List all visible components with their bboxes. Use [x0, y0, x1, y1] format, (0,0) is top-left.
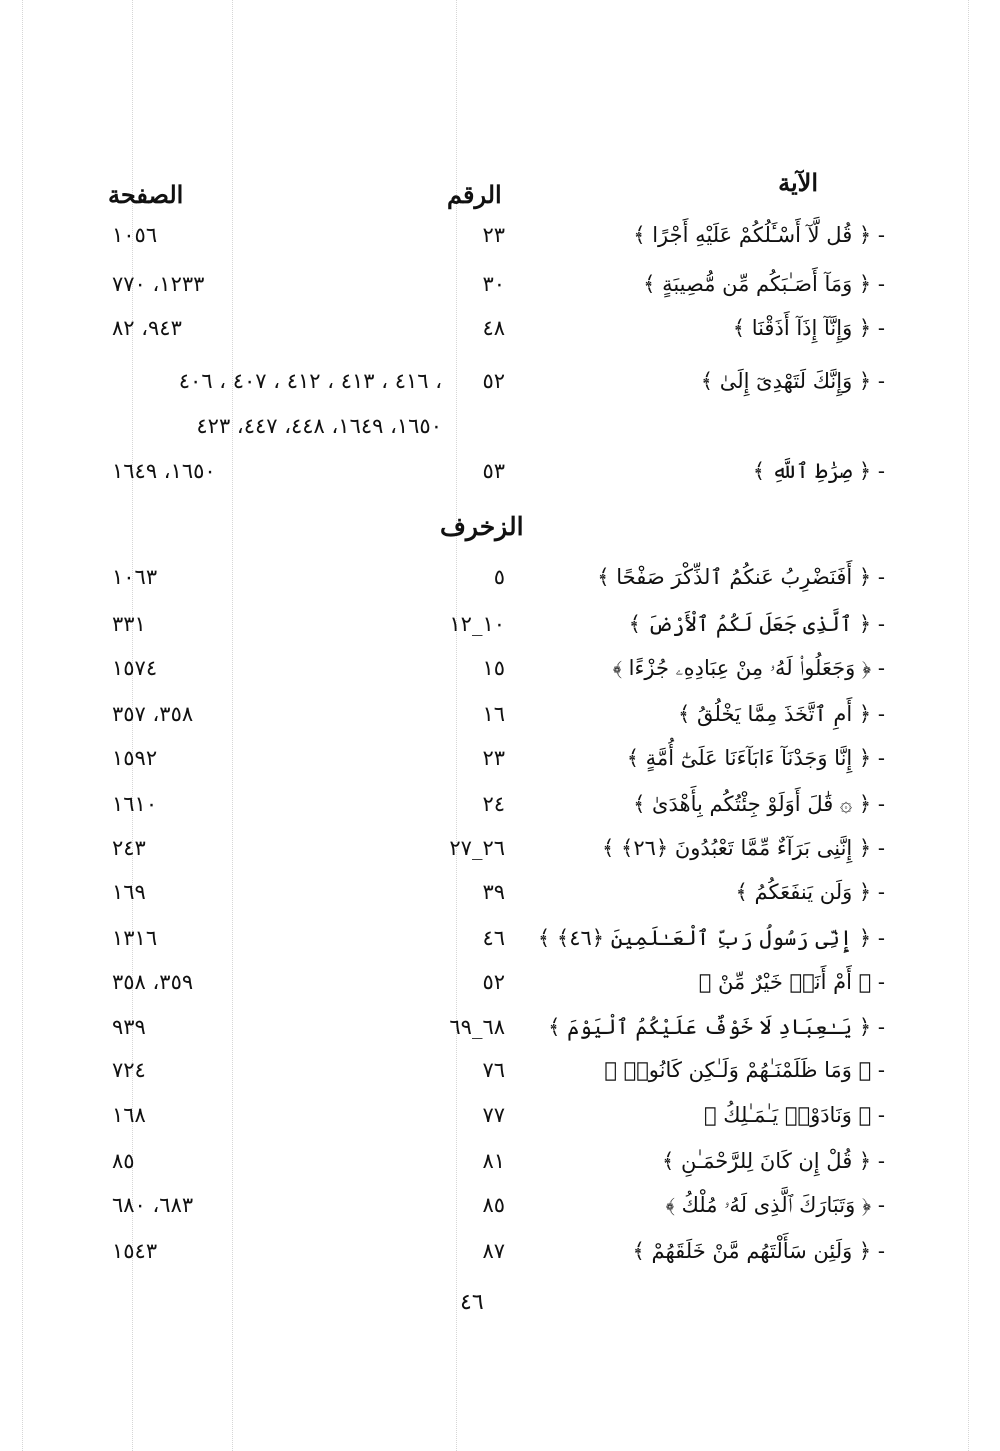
- verse-text: - ﴿ أَفَنَضْرِبُ عَنكُمُ ٱلذِّكْرَ صَفْحًا ﴾: [597, 565, 885, 589]
- table-row: [100, 272, 885, 312]
- verse-number: ٣٠: [482, 272, 505, 296]
- page-refs: ٩٤٣، ٨٢: [112, 316, 182, 340]
- verse-text: - ﴿ قُل لَّآ أَسْـَٔلُكُمْ عَلَيْهِ أَجْرًا ﴾: [633, 223, 885, 247]
- verse-text: - ﴿ وَإِنَّآ إِذَآ أَذَقْنَا ﴾: [732, 316, 885, 340]
- page-refs: ٣٥٨، ٣٥٧: [112, 702, 194, 726]
- verse-number: ٥٢: [482, 369, 505, 393]
- page-refs: ، ٤١٦ ، ٤١٣ ، ٤١٢ ، ٤٠٧ ، ٤٠٦: [178, 369, 442, 393]
- verse-number: ٤٨: [482, 316, 505, 340]
- table-row: [100, 836, 885, 876]
- verse-text: - ﴿ أَمِ ٱتَّخَذَ مِمَّا يَخْلُقُ ﴾: [678, 702, 885, 726]
- verse-number: ٥٢: [482, 970, 505, 994]
- table-row: [100, 926, 885, 966]
- verse-number: ٨٧: [482, 1239, 505, 1263]
- page-refs: ٨٥: [112, 1149, 135, 1173]
- table-row: [100, 1015, 885, 1055]
- table-row: [100, 1149, 885, 1189]
- page-refs: ١٦٥٠، ١٦٤٩: [112, 459, 216, 483]
- header-number: الرقم: [447, 180, 502, 209]
- table-row: [100, 565, 885, 605]
- scan-artifact: [22, 0, 23, 1451]
- page-refs: ١٢٣٣، ٧٧٠: [112, 272, 205, 296]
- verse-text: - ﴿ وَمَا ظَلَمْنَـٰهُمْ وَلَـٰكِن كَانُوا۟ ﴾: [604, 1058, 885, 1082]
- table-row: [100, 1239, 885, 1279]
- verse-number: ٥٣: [482, 459, 505, 483]
- table-row: [100, 792, 885, 832]
- verse-text: - ﴿ إِنَّا وَجَدْنَآ ءَابَآءَنَا عَلَىٰٓ أُمَّةٍ ﴾: [626, 746, 885, 770]
- page-refs: ١٦٩: [112, 880, 146, 904]
- verse-number: ٥: [493, 565, 505, 589]
- verse-text: - ﴿ وَلَن يَنفَعَكُمُ ﴾: [735, 880, 885, 904]
- verse-number: ١٠_١٢: [449, 612, 505, 636]
- scan-artifact: [968, 0, 969, 1451]
- table-row: [100, 316, 885, 356]
- page-number: ٤٦: [460, 1290, 484, 1315]
- verse-text: - ﴿ وَمَآ أَصَـٰبَكُم مِّن مُّصِيبَةٍ ﴾: [643, 272, 885, 296]
- page-refs: ١٠٥٦: [112, 223, 158, 247]
- page-refs: ٢٤٣: [112, 836, 146, 860]
- verse-number: ٢٦_٢٧: [449, 836, 505, 860]
- table-row: [100, 1193, 885, 1233]
- verse-text: - ﴿ إِنِّى رَسُولُ رَبِّ ٱلْعَـٰلَمِينَ ﴿٤٦﴾ ﴾: [537, 926, 885, 950]
- table-row: [100, 702, 885, 742]
- verse-text: - ﴿ وَتَبَارَكَ ٱلَّذِى لَهُۥ مُلْكُ ﴾: [665, 1193, 885, 1217]
- verse-text: - ﴿ وَجَعَلُوا۟ لَهُۥ مِنْ عِبَادِهِۦ جُزْءًا ﴾: [612, 656, 885, 680]
- table-row: [100, 369, 885, 409]
- page-refs: ١٦٨: [112, 1103, 146, 1127]
- table-row: [100, 612, 885, 652]
- verse-text: - ﴿ إِنَّنِى بَرَآءٌ مِّمَّا تَعْبُدُونَ ﴿٢٦﴾ ﴾: [602, 836, 885, 860]
- page-refs: ١٣١٦: [112, 926, 158, 950]
- verse-text: - ﴿ وَلَئِن سَأَلْتَهُم مَّنْ خَلَقَهُمْ ﴾: [632, 1239, 885, 1263]
- table-row: [100, 970, 885, 1010]
- table-row: [100, 880, 885, 920]
- table-row: [100, 223, 885, 263]
- page-refs: ٩٣٩: [112, 1015, 146, 1039]
- page-refs: ١٥٩٢: [112, 746, 158, 770]
- surah-title: الزخرف: [440, 512, 524, 541]
- page-refs: ٧٢٤: [112, 1058, 146, 1082]
- verse-number: ٧٧: [482, 1103, 505, 1127]
- page-refs: ١٥٧٤: [112, 656, 158, 680]
- page-refs: ١٦١٠: [112, 792, 158, 816]
- verse-number: ٨١: [482, 1149, 505, 1173]
- verse-number: ٤٦: [482, 926, 505, 950]
- page-refs: ٣٥٩، ٣٥٨: [112, 970, 194, 994]
- page-refs: ١٥٤٣: [112, 1239, 158, 1263]
- table-row: [100, 1103, 885, 1143]
- verse-text: - ﴿ قُلْ إِن كَانَ لِلرَّحْمَـٰنِ ﴾: [662, 1149, 885, 1173]
- header-ayah: الآية: [778, 168, 818, 197]
- table-row: [100, 414, 885, 454]
- table-row: [100, 746, 885, 786]
- verse-number: ٣٩: [482, 880, 505, 904]
- verse-text: - ﴿ ٱلَّذِى جَعَلَ لَكُمُ ٱلْأَرْضَ ﴾: [628, 612, 885, 636]
- verse-number: ٧٦: [482, 1058, 505, 1082]
- verse-text: - ﴿ يَـٰعِبَادِ لَا خَوْفٌ عَلَيْكُمُ ٱلْيَوْمَ ﴾: [548, 1015, 885, 1039]
- page-refs: ٦٨٣، ٦٨٠: [112, 1193, 194, 1217]
- verse-number: ١٦: [482, 702, 505, 726]
- table-row: [100, 1058, 885, 1098]
- page-refs: ١٠٦٣: [112, 565, 158, 589]
- verse-number: ١٥: [482, 656, 505, 680]
- verse-number: ٢٣: [482, 223, 505, 247]
- verse-number: ٢٤: [482, 792, 505, 816]
- verse-text: - ﴿ وَإِنَّكَ لَتَهْدِىٓ إِلَىٰ ﴾: [700, 369, 885, 393]
- verse-text: - ﴿ صِرَٰطِ ٱللَّهِ ﴾: [752, 459, 885, 483]
- table-row: [100, 656, 885, 696]
- verse-number: ٦٨_٦٩: [449, 1015, 505, 1039]
- page-refs: ٣٣١: [112, 612, 146, 636]
- verse-text: - ﴿ وَنَادَوْا۟ يَـٰمَـٰلِكُ ﴾: [703, 1103, 885, 1127]
- verse-number: ٢٣: [482, 746, 505, 770]
- table-row: [100, 459, 885, 499]
- page-refs: ١٦٥٠، ١٦٤٩، ٤٤٨، ٤٤٧، ٤٢٣: [196, 414, 442, 438]
- verse-text: - ﴿ أَمْ أَنَا۠ خَيْرٌ مِّنْ ﴾: [698, 970, 885, 994]
- verse-text: - ﴿ ۞ قَٰلَ أَوَلَوْ جِئْتُكُم بِأَهْدَىٰ ﴾: [633, 792, 885, 816]
- verse-number: ٨٥: [482, 1193, 505, 1217]
- header-page: الصفحة: [108, 180, 184, 209]
